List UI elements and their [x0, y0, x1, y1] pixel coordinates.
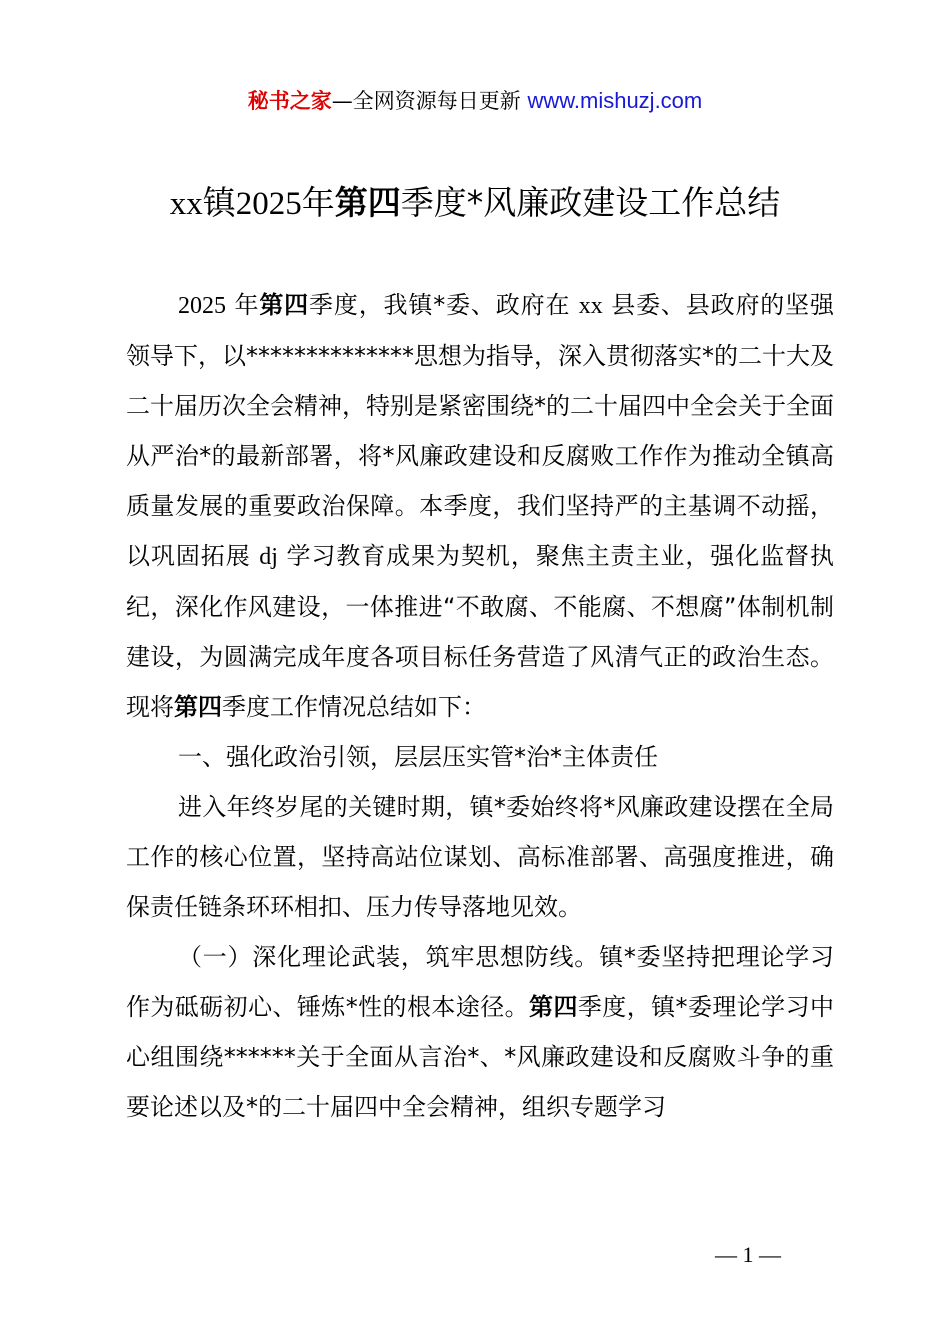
intro-year: 2025 — [178, 293, 226, 319]
site-header — [0, 86, 950, 116]
subsection-1-part2: 季度，镇*委理论学习中心组围绕******关于全面从言治*、*风廉政建设和反腐败斗争的重要论述以及*的二十届四中全会精神，组织专题学习 — [126, 993, 835, 1121]
intro-part2: 县委、县政府的坚强领导下，以**************思想为指导，深入贯彻落实*的二十大及二十届历次全会精神，特别是紧密围绕*的二十届四中全会关于全面从严治*的最新部署，将*风廉政建设和反腐败工作作为推动全镇高质量发展的重要政治保障。本季度，我们坚持严的主基调不动摇，以巩固拓展 — [126, 291, 834, 570]
subsection-1-part1: （一）深化理论武装，筑牢思想防线。镇*委坚持把理论学习作为砥砺初心、锤炼*性的根本途径。 — [126, 943, 834, 1021]
title-year-unit: 年 — [301, 183, 335, 222]
intro-quarter: 第四 — [259, 291, 310, 319]
subsection-1-paragraph — [126, 932, 834, 1132]
brand-name: 秘书之家 — [247, 89, 332, 113]
site-url-link[interactable]: www.mishuzj.com — [527, 88, 703, 113]
section-1-paragraph: 进入年终岁尾的关键时期，镇*委始终将*风廉政建设摆在全局工作的核心位置，坚持高站位谋划、高标准部署、高强度推进，确保责任链条环环相扣、压力传导落地见效。 — [126, 793, 834, 921]
section-heading-1: 一、强化政治引领，层层压实管*治*主体责任 — [178, 743, 658, 771]
title-rest: 季度*风廉政建设工作总结 — [400, 183, 781, 222]
title-town: 镇 — [202, 183, 236, 222]
header-tagline: —全网资源每日更新 — [331, 89, 528, 113]
intro-part4: 季度工作情况总结如下： — [222, 693, 486, 721]
intro-part3: 学习教育成果为契机，聚焦主责主业，强化监督执纪，深化作风建设，一体推进“不敢腐、不能腐、不想腐”体制机制建设，为圆满完成年度各项目标任务营造了风清气正的政治生态。现将 — [126, 542, 834, 721]
intro-part1: 季度，我镇*委、政府在 — [309, 291, 579, 319]
intro-dj: dj — [259, 544, 278, 570]
title-year: 2025 — [235, 186, 302, 222]
document-title — [0, 178, 950, 229]
title-quarter: 第四 — [334, 183, 401, 222]
intro-quarter-2: 第四 — [174, 693, 222, 721]
subsection-1-quarter: 第四 — [529, 993, 578, 1021]
intro-county: xx — [578, 293, 603, 319]
title-prefix: xx — [169, 186, 203, 222]
document-body — [126, 280, 834, 1132]
intro-year-unit: 年 — [226, 291, 260, 319]
page-number: — 1 — — [715, 1242, 781, 1267]
intro-paragraph — [126, 280, 834, 732]
